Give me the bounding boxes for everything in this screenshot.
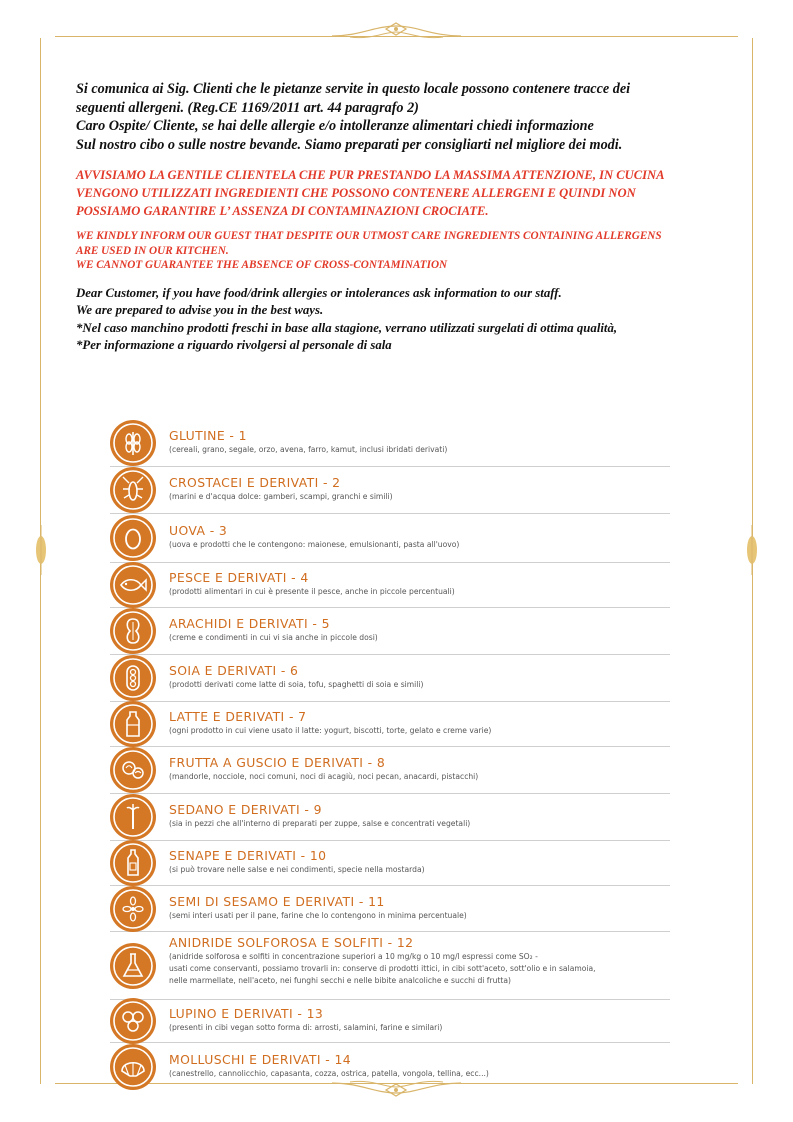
allergen-row [110, 794, 670, 841]
allergen-row [110, 886, 670, 932]
allergen-row [110, 702, 670, 747]
allergen-icon-badge [110, 794, 156, 840]
warning-en-line: WE KINDLY INFORM OUR GUEST THAT DESPITE OUR UTMOST CARE INGREDIENTS CONTAINING ALLERGENS [76, 230, 662, 243]
allergen-icon-badge [110, 420, 156, 466]
allergen-description: (si può trovare nelle salse e nei condimenti, specie nella mostarda) [169, 865, 425, 874]
allergen-text [169, 755, 478, 783]
allergen-title: SENAPE E DERIVATI - 10 [169, 848, 327, 863]
milk-bottle-icon [112, 703, 154, 745]
warning-it-line: AVVISIAMO LA GENTILE CLIENTELA CHE PUR PRESTANDO LA MASSIMA ATTENZIONE, IN CUCINA [76, 168, 665, 183]
allergen-text [169, 1006, 442, 1034]
intro-line: Sul nostro cibo o sulle nostre bevande. Siamo preparati per consigliarti nel migliore dei modi. [76, 136, 623, 153]
allergen-title: ANIDRIDE SOLFOROSA E SOLFITI - 12 [169, 935, 414, 950]
allergen-text [169, 848, 425, 876]
peanut-icon [112, 610, 154, 652]
celery-icon [112, 796, 154, 838]
allergen-row [110, 841, 670, 886]
allergen-row [110, 932, 670, 1000]
allergen-description: (anidride solforosa e solfiti in concentrazione superiori a 10 mg/kg o 10 mg/l espressi come SO₂ - [169, 952, 538, 961]
allergen-description: (prodotti alimentari in cui è presente il pesce, anche in piccole percentuali) [169, 587, 455, 596]
allergen-description: (canestrello, cannolicchio, capasanta, cozza, ostrica, patella, vongola, tellina, ecc...) [169, 1069, 489, 1078]
fish-icon [112, 564, 154, 606]
allergen-text [169, 894, 467, 922]
allergen-icon-badge [110, 515, 156, 561]
soy-icon [112, 657, 154, 699]
allergen-title: UOVA - 3 [169, 523, 228, 538]
nuts-icon [112, 749, 154, 791]
allergen-icon-badge [110, 608, 156, 654]
left-ornament [34, 525, 48, 575]
flask-icon [112, 945, 154, 987]
allergen-row [110, 563, 670, 608]
egg-icon [112, 517, 154, 559]
warning-en-line: WE CANNOT GUARANTEE THE ABSENCE OF CROSS-CONTAMINATION [76, 259, 448, 272]
allergen-title: LATTE E DERIVATI - 7 [169, 709, 307, 724]
intro-line: Si comunica ai Sig. Clienti che le pietanze servite in questo locale possono contenere tracce dei [76, 81, 631, 97]
allergen-row [110, 514, 670, 563]
allergen-row [110, 420, 670, 467]
allergen-title: GLUTINE - 1 [169, 428, 247, 443]
allergen-text [169, 570, 455, 598]
allergen-text [169, 935, 596, 987]
allergen-row [110, 747, 670, 794]
allergen-description: (presenti in cibi vegan sotto forma di: arrosti, salamini, farine e similari) [169, 1023, 443, 1032]
frozen-note-line: *Nel caso manchino prodotti freschi in base alla stagione, verrano utilizzati surgelati di ottima qualità, [76, 320, 618, 335]
allergen-description: nelle marmellate, nell'aceto, nei funghi secchi e nelle bibite analcoliche e succhi di frutta) [169, 976, 511, 985]
allergen-icon-badge [110, 701, 156, 747]
allergen-icon-badge [110, 943, 156, 989]
allergen-icon-badge [110, 1044, 156, 1090]
allergen-text [169, 663, 423, 691]
allergen-title: SOIA E DERIVATI - 6 [169, 663, 299, 678]
allergen-title: CROSTACEI E DERIVATI - 2 [169, 475, 341, 490]
allergen-text [169, 475, 393, 503]
warning-en-line: ARE USED IN OUR KITCHEN. [76, 244, 229, 257]
allergen-row [110, 1043, 670, 1091]
lobster-icon [112, 469, 154, 511]
right-ornament [745, 525, 759, 575]
allergen-title: MOLLUSCHI E DERIVATI - 14 [169, 1052, 352, 1067]
shell-icon [112, 1046, 154, 1088]
allergen-description: (semi interi usati per il pane, farine che lo contengono in minima percentuale) [169, 911, 467, 920]
staff-note-line: *Per informazione a riguardo rivolgersi al personale di sala [76, 338, 392, 353]
allergen-icon-badge [110, 998, 156, 1044]
mustard-icon [112, 842, 154, 884]
allergen-description: (cereali, grano, segale, orzo, avena, farro, kamut, inclusi ibridati derivati) [169, 445, 448, 454]
allergen-text [169, 802, 470, 830]
allergen-row [110, 467, 670, 514]
allergen-title: LUPINO E DERIVATI - 13 [169, 1006, 324, 1021]
allergen-text [169, 1052, 489, 1080]
intro-line: seguenti allergeni. (Reg.CE 1169/2011 art. 44 paragrafo 2) [76, 99, 419, 116]
warning-it-line: POSSIAMO GARANTIRE L’ ASSENZA DI CONTAMINAZIONI CROCIATE. [76, 204, 489, 219]
allergen-title: PESCE E DERIVATI - 4 [169, 570, 309, 585]
allergen-description: (ogni prodotto in cui viene usato il latte: yogurt, biscotti, torte, gelato e creme varie) [169, 726, 492, 735]
allergen-row [110, 608, 670, 655]
english-note-line: We are prepared to advise you in the best ways. [76, 303, 324, 318]
allergen-description: usati come conservanti, possiamo trovarli in: conserve di prodotti ittici, in cibi sott'aceto, sott'olio e in salamoia, [169, 964, 596, 973]
lupin-icon [112, 1000, 154, 1042]
intro-line: Caro Ospite/ Cliente, se hai delle allergie e/o intolleranze alimentari chiedi informazione [76, 118, 594, 135]
allergen-description: (creme e condimenti in cui vi sia anche in piccole dosi) [169, 633, 378, 642]
allergen-title: SEMI DI SESAMO E DERIVATI - 11 [169, 894, 385, 909]
allergen-list [110, 420, 670, 1091]
allergen-row [110, 655, 670, 702]
allergen-text [169, 428, 447, 456]
allergen-row [110, 1000, 670, 1043]
top-ornament [330, 22, 463, 44]
intro-notice [76, 80, 736, 355]
allergen-description: (prodotti derivati come latte di soia, tofu, spaghetti di soia e simili) [169, 680, 424, 689]
allergen-icon-badge [110, 840, 156, 886]
allergen-description: (marini e d'acqua dolce: gamberi, scampi, granchi e simili) [169, 492, 393, 501]
allergen-description: (sia in pezzi che all'interno di preparati per zuppe, salse e concentrati vegetali) [169, 819, 471, 828]
english-note-line: Dear Customer, if you have food/drink allergies or intolerances ask information to our staff. [76, 285, 562, 300]
allergen-icon-badge [110, 747, 156, 793]
allergen-description: (uova e prodotti che le contengono: maionese, emulsionanti, pasta all'uovo) [169, 540, 460, 549]
warning-it-line: VENGONO UTILIZZATI INGREDIENTI CHE POSSONO CONTENERE ALLERGENI E QUINDI NON [76, 186, 636, 201]
allergen-icon-badge [110, 886, 156, 932]
allergen-title: ARACHIDI E DERIVATI - 5 [169, 616, 330, 631]
allergen-icon-badge [110, 467, 156, 513]
allergen-text [169, 523, 459, 551]
allergen-title: FRUTTA A GUSCIO E DERIVATI - 8 [169, 755, 386, 770]
allergen-title: SEDANO E DERIVATI - 9 [169, 802, 322, 817]
allergen-icon-badge [110, 562, 156, 608]
allergen-text [169, 709, 491, 737]
allergen-description: (mandorle, nocciole, noci comuni, noci di acagiù, noci pecan, anacardi, pistacchi) [169, 772, 479, 781]
sesame-icon [112, 888, 154, 930]
wheat-icon [112, 422, 154, 464]
allergen-text [169, 616, 378, 644]
allergen-icon-badge [110, 655, 156, 701]
